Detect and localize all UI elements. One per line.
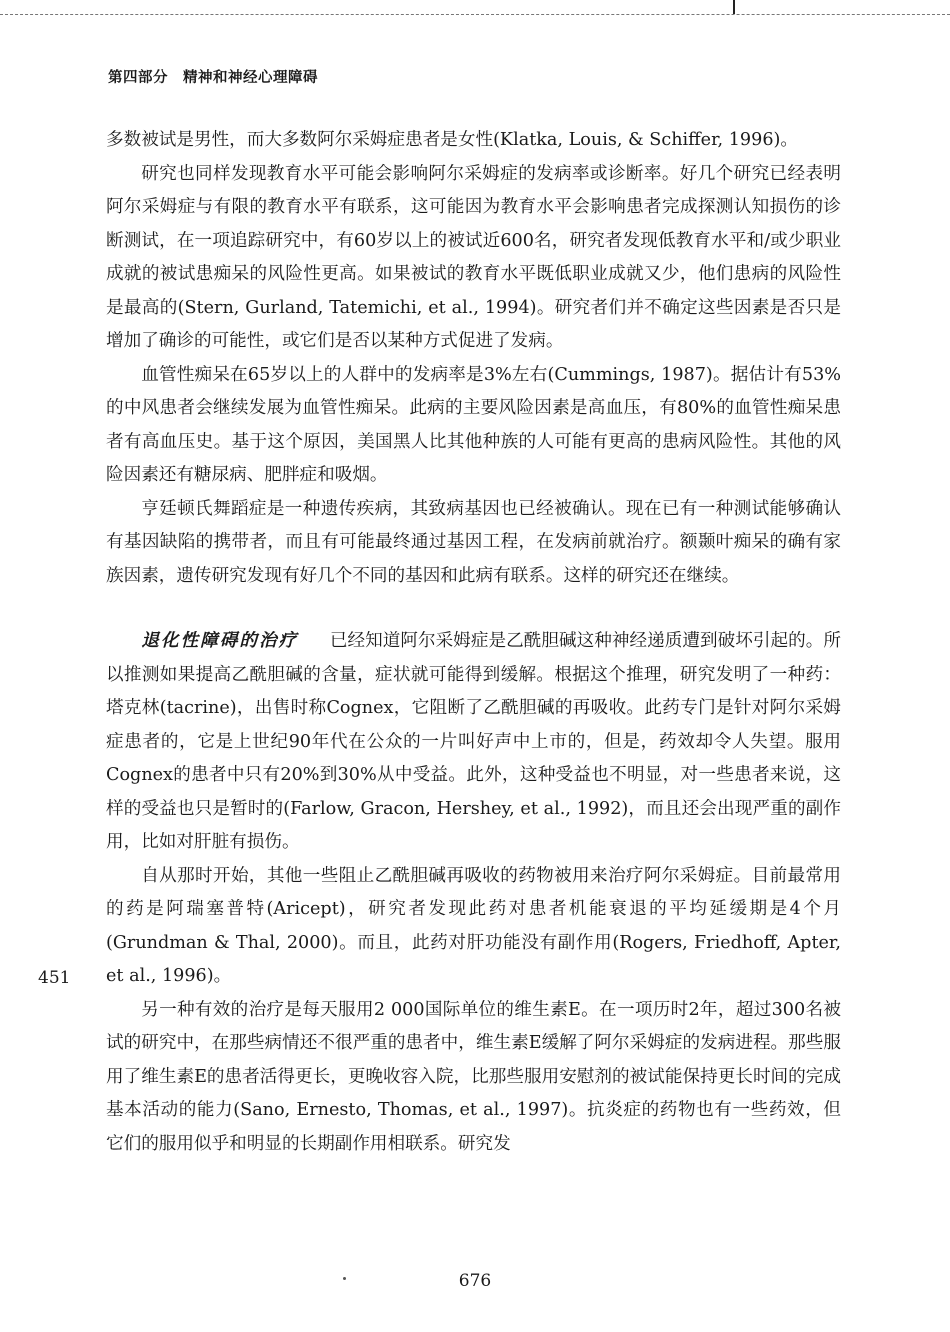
- paragraph-continued: 多数被试是男性，而大多数阿尔采姆症患者是女性(Klatka, Louis, & Schiffer, 1996)。: [106, 130, 798, 150]
- paragraph: 另一种有效的治疗是每天服用2 000国际单位的维生素E。在一项历时2年，超过300名被试的研究中，在那些病情还不很严重的患者中，维生素E缓解了阿尔采姆症的发病进程。那些服用了维生素E的患者活得更长，更晚收容入院，比那些服用安慰剂的被试能保持更长时间的完成基本活动的能力(Sano, Ernesto, Thomas, et al., 1997)。抗炎症的药物也有一些药效，但它们的服用似乎和明显的长期副作用相联系。研究发: [106, 999, 841, 1154]
- section-gap: [106, 593, 841, 625]
- gutter-tick: [733, 0, 735, 14]
- margin-page-reference: 451: [38, 968, 71, 988]
- section-first-text: 已经知道阿尔采姆症是乙酰胆碱这种神经递质遭到破坏引起的。所以推测如果提高乙酰胆碱的含量，症状就可能得到缓解。根据这个推理，研究发明了一种药：塔克林(tacrine)，出售时称Cognex，它阻断了乙酰胆碱的再吸收。此药专门是针对阿尔采姆症患者的，它是上世纪90年代在公众的一片叫好声中上市的，但是，药效却令人失望。服用Cognex的患者中只有20%到30%从中受益。此外，这种受益也不明显，对一些患者来说，这样的受益也只是暂时的(Farlow, Gracon, Hershey, et al., 1992)，而且还会出现严重的副作用，比如对肝脏有损伤。: [106, 631, 841, 852]
- section-heading: 退化性障碍的治疗: [141, 631, 299, 651]
- paragraph: 血管性痴呆在65岁以上的人群中的发病率是3%左右(Cummings, 1987)。据估计有53%的中风患者会继续发展为血管性痴呆。此病的主要风险因素是高血压，有80%的血管性痴呆患者有高血压史。基于这个原因，美国黑人比其他种族的人可能有更高的患病风险性。其他的风险因素还有糖尿病、肥胖症和吸烟。: [106, 364, 841, 485]
- paragraph: 亨廷顿氏舞蹈症是一种遗传疾病，其致病基因也已经被确认。现在已有一种测试能够确认有基因缺陷的携带者，而且有可能最终通过基因工程，在发病前就治疗。额颞叶痴呆的确有家族因素，遗传研究发现有好几个不同的基因和此病有联系。这样的研究还在继续。: [106, 498, 841, 586]
- paragraph: 研究也同样发现教育水平可能会影响阿尔采姆症的发病率或诊断率。好几个研究已经表明阿尔采姆症与有限的教育水平有联系，这可能因为教育水平会影响患者完成探测认知损伤的诊断测试，在一项追踪研究中，有60岁以上的被试近600名，研究者发现低教育水平和/或少职业成就的被试患痴呆的风险性更高。如果被试的教育水平既低职业成就又少，他们患病的风险性是最高的(Stern, Gurland, Tatemichi, et al., 1994)。研究者们并不确定这些因素是否只是增加了确诊的可能性，或它们是否以某种方式促进了发病。: [106, 163, 841, 351]
- paragraph: 自从那时开始，其他一些阻止乙酰胆碱再吸收的药物被用来治疗阿尔采姆症。目前最常用的药是阿瑞塞普特(Aricept)，研究者发现此药对患者机能衰退的平均延缓期是4个月(Grundman & Thal, 2000)。而且，此药对肝功能没有副作用(Rogers, Friedhoff, Apter, et al., 1996)。: [106, 865, 841, 986]
- top-rule: [0, 14, 950, 15]
- running-head: 第四部分 精神和神经心理障碍: [108, 70, 318, 86]
- section-first-paragraph: [106, 625, 841, 860]
- page-number: 676: [458, 1271, 492, 1291]
- body-text: [106, 124, 841, 1161]
